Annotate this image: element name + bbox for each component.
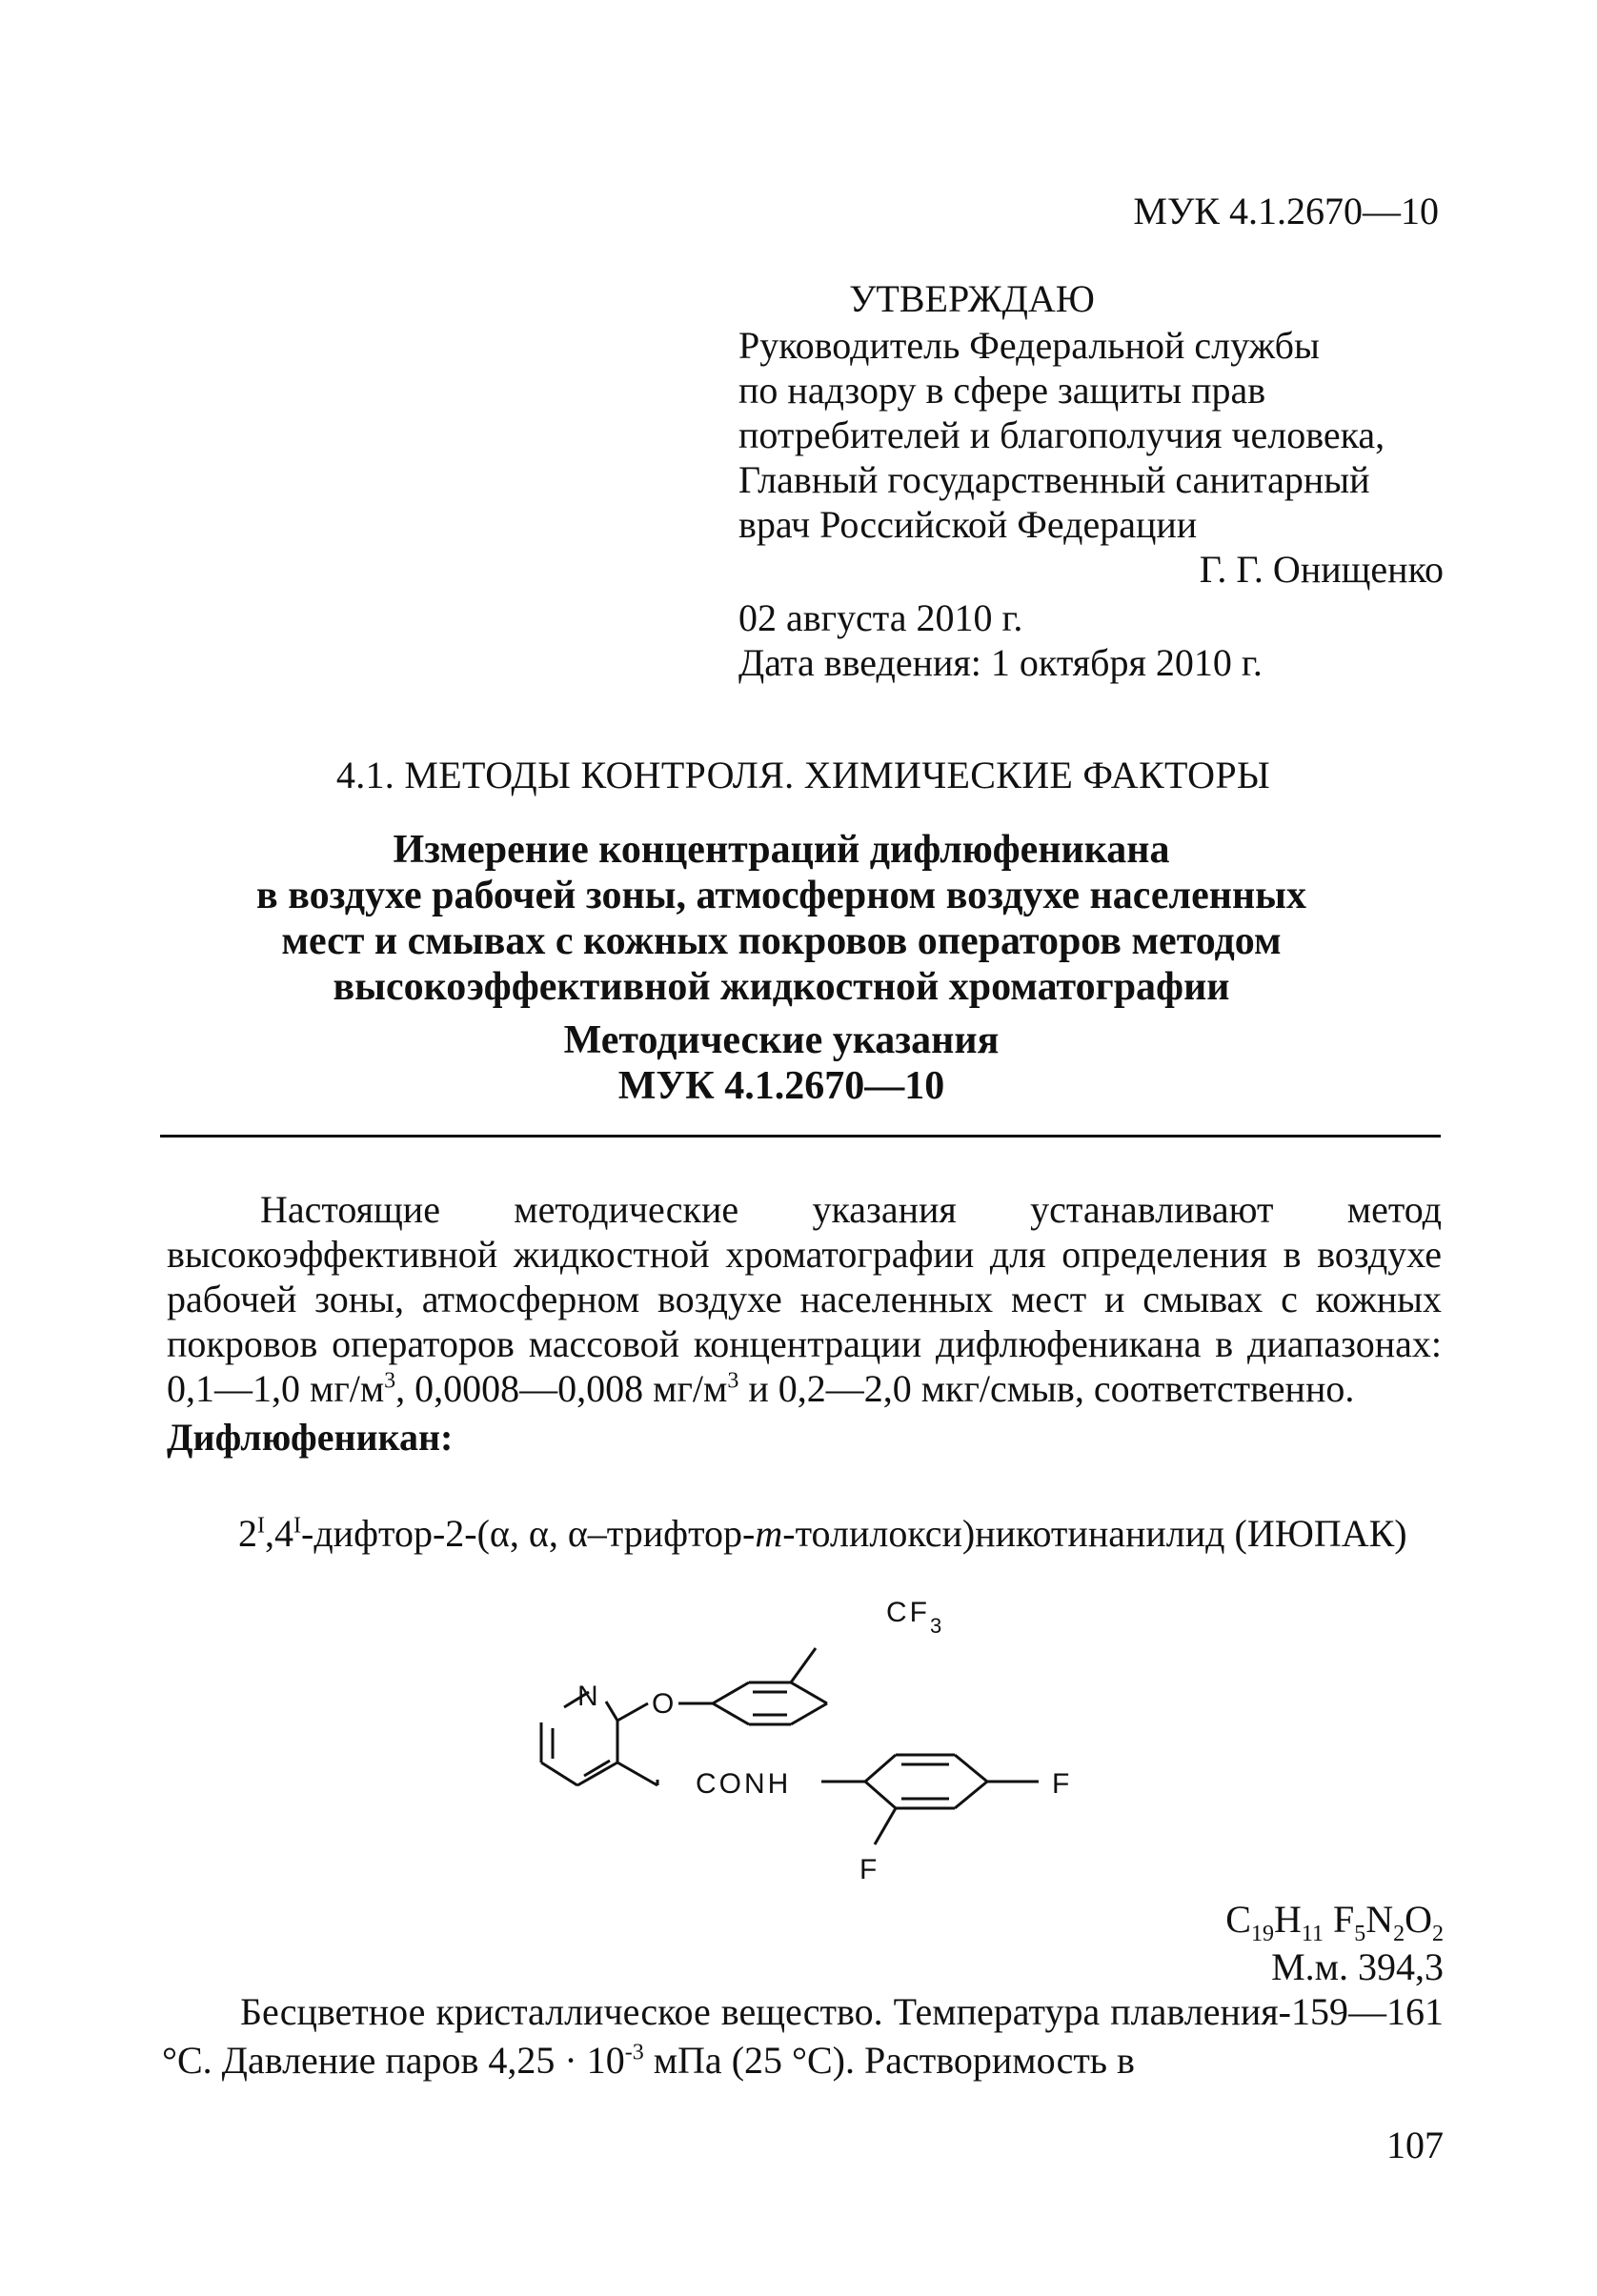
iupac-part: -толилокси)никотинанилид (ИЮПАК) — [782, 1512, 1407, 1555]
iupac-part: -дифтор-2-(α, α, α–трифтор- — [301, 1512, 756, 1555]
approval-line: Главный государственный санитарный — [738, 458, 1370, 501]
conh-label: CONH — [696, 1768, 792, 1800]
superscript: -3 — [624, 2040, 644, 2065]
description-text-part: Бесцветное кристаллическое вещество. Температура плавления-159—161 °С. Давление паров 4,25 · 10 — [162, 1990, 1444, 2082]
formula-part: N — [1365, 1898, 1394, 1941]
title-divider — [160, 1135, 1441, 1138]
title-line: в воздухе рабочей зоны, атмосферном воздухе населенных — [256, 874, 1306, 917]
description-text — [162, 1987, 1444, 2085]
formula-part: H — [1273, 1898, 1302, 1941]
title-line: Измерение концентраций дифлюфеникана — [393, 828, 1170, 872]
iupac-part: 2 — [238, 1512, 257, 1555]
formula-part: C — [1225, 1898, 1251, 1941]
document-title — [114, 827, 1448, 1109]
intro-text-part: , 0,0008—0,008 мг/м — [395, 1367, 728, 1410]
section-heading-text: 4.1. МЕТОДЫ КОНТРОЛЯ. ХИМИЧЕСКИЕ ФАКТОРЫ — [335, 754, 1271, 796]
molecular-formula — [1067, 1896, 1444, 1991]
intro-text-part: Настоящие методические указания устанавливают метод высокоэффективной жидкостной хроматографии для определения в воздухе рабочей зоны, атмосферном воздухе населенных мест и смывах с кожных покровов операторов массовой концентрации дифлюфеникана в диапазонах: 0,1—1,0 мг/м — [167, 1188, 1442, 1410]
structural-formula — [515, 1581, 1105, 1896]
superscript: 3 — [384, 1368, 396, 1394]
approval-line: по надзору в сфере защиты прав — [738, 369, 1266, 412]
fluorine-label: F — [859, 1854, 880, 1885]
intro-text — [167, 1187, 1442, 1411]
superscript: I — [257, 1513, 265, 1539]
approval-line: Руководитель Федеральной службы — [738, 324, 1320, 367]
formula-part: O — [1405, 1898, 1432, 1941]
superscript: I — [293, 1513, 301, 1539]
page-number: 107 — [1386, 2124, 1444, 2166]
subscript: 11 — [1301, 1922, 1324, 1946]
introduction-date: Дата введения: 1 октября 2010 г. — [738, 641, 1263, 684]
approval-line: потребителей и благополучия человека, — [738, 413, 1385, 456]
subscript: 2 — [1393, 1922, 1405, 1946]
intro-text-part: и 0,2—2,0 мкг/смыв, соответственно. — [738, 1367, 1355, 1410]
superscript: 3 — [727, 1368, 739, 1394]
title-line: мест и смывах с кожных покровов операторов методом — [281, 919, 1282, 963]
subscript: 5 — [1354, 1922, 1366, 1946]
document-subtitle: Методические указания — [563, 1018, 1000, 1062]
approval-block — [738, 276, 1444, 685]
formula-part: F — [1323, 1898, 1355, 1941]
iupac-name — [238, 1511, 1448, 1556]
approval-signer: Г. Г. Онищенко — [1199, 548, 1444, 591]
description-paragraph — [162, 1987, 1444, 2085]
nitrogen-label: N — [577, 1681, 601, 1712]
intro-paragraph — [167, 1187, 1442, 1460]
subscript: 2 — [1432, 1922, 1444, 1946]
molar-mass: М.м. 394,3 — [1271, 1945, 1444, 1988]
approval-line: врач Российской Федерации — [738, 503, 1198, 546]
document-number: МУК 4.1.2670—10 — [1133, 190, 1439, 232]
fluorine-label: F — [1052, 1768, 1073, 1800]
subscript: 19 — [1250, 1922, 1274, 1946]
oxygen-label: O — [652, 1688, 677, 1720]
iupac-italic: m — [755, 1512, 783, 1555]
section-heading — [0, 753, 1597, 797]
description-text-part: мПа (25 °С). Растворимость в — [643, 2039, 1135, 2082]
approval-title: УТВЕРЖДАЮ — [849, 277, 1095, 320]
iupac-part: ,4 — [265, 1512, 293, 1555]
compound-label: Дифлюфеникан: — [167, 1416, 454, 1459]
formula-line — [1067, 1896, 1444, 1944]
approval-date: 02 августа 2010 г. — [738, 596, 1023, 639]
molecule-bonds — [538, 1648, 1039, 1844]
title-line: высокоэффективной жидкостной хроматографии — [333, 965, 1230, 1009]
document-code: МУК 4.1.2670—10 — [617, 1064, 945, 1108]
cf3-label: $CF_3$ — [886, 1597, 945, 1638]
